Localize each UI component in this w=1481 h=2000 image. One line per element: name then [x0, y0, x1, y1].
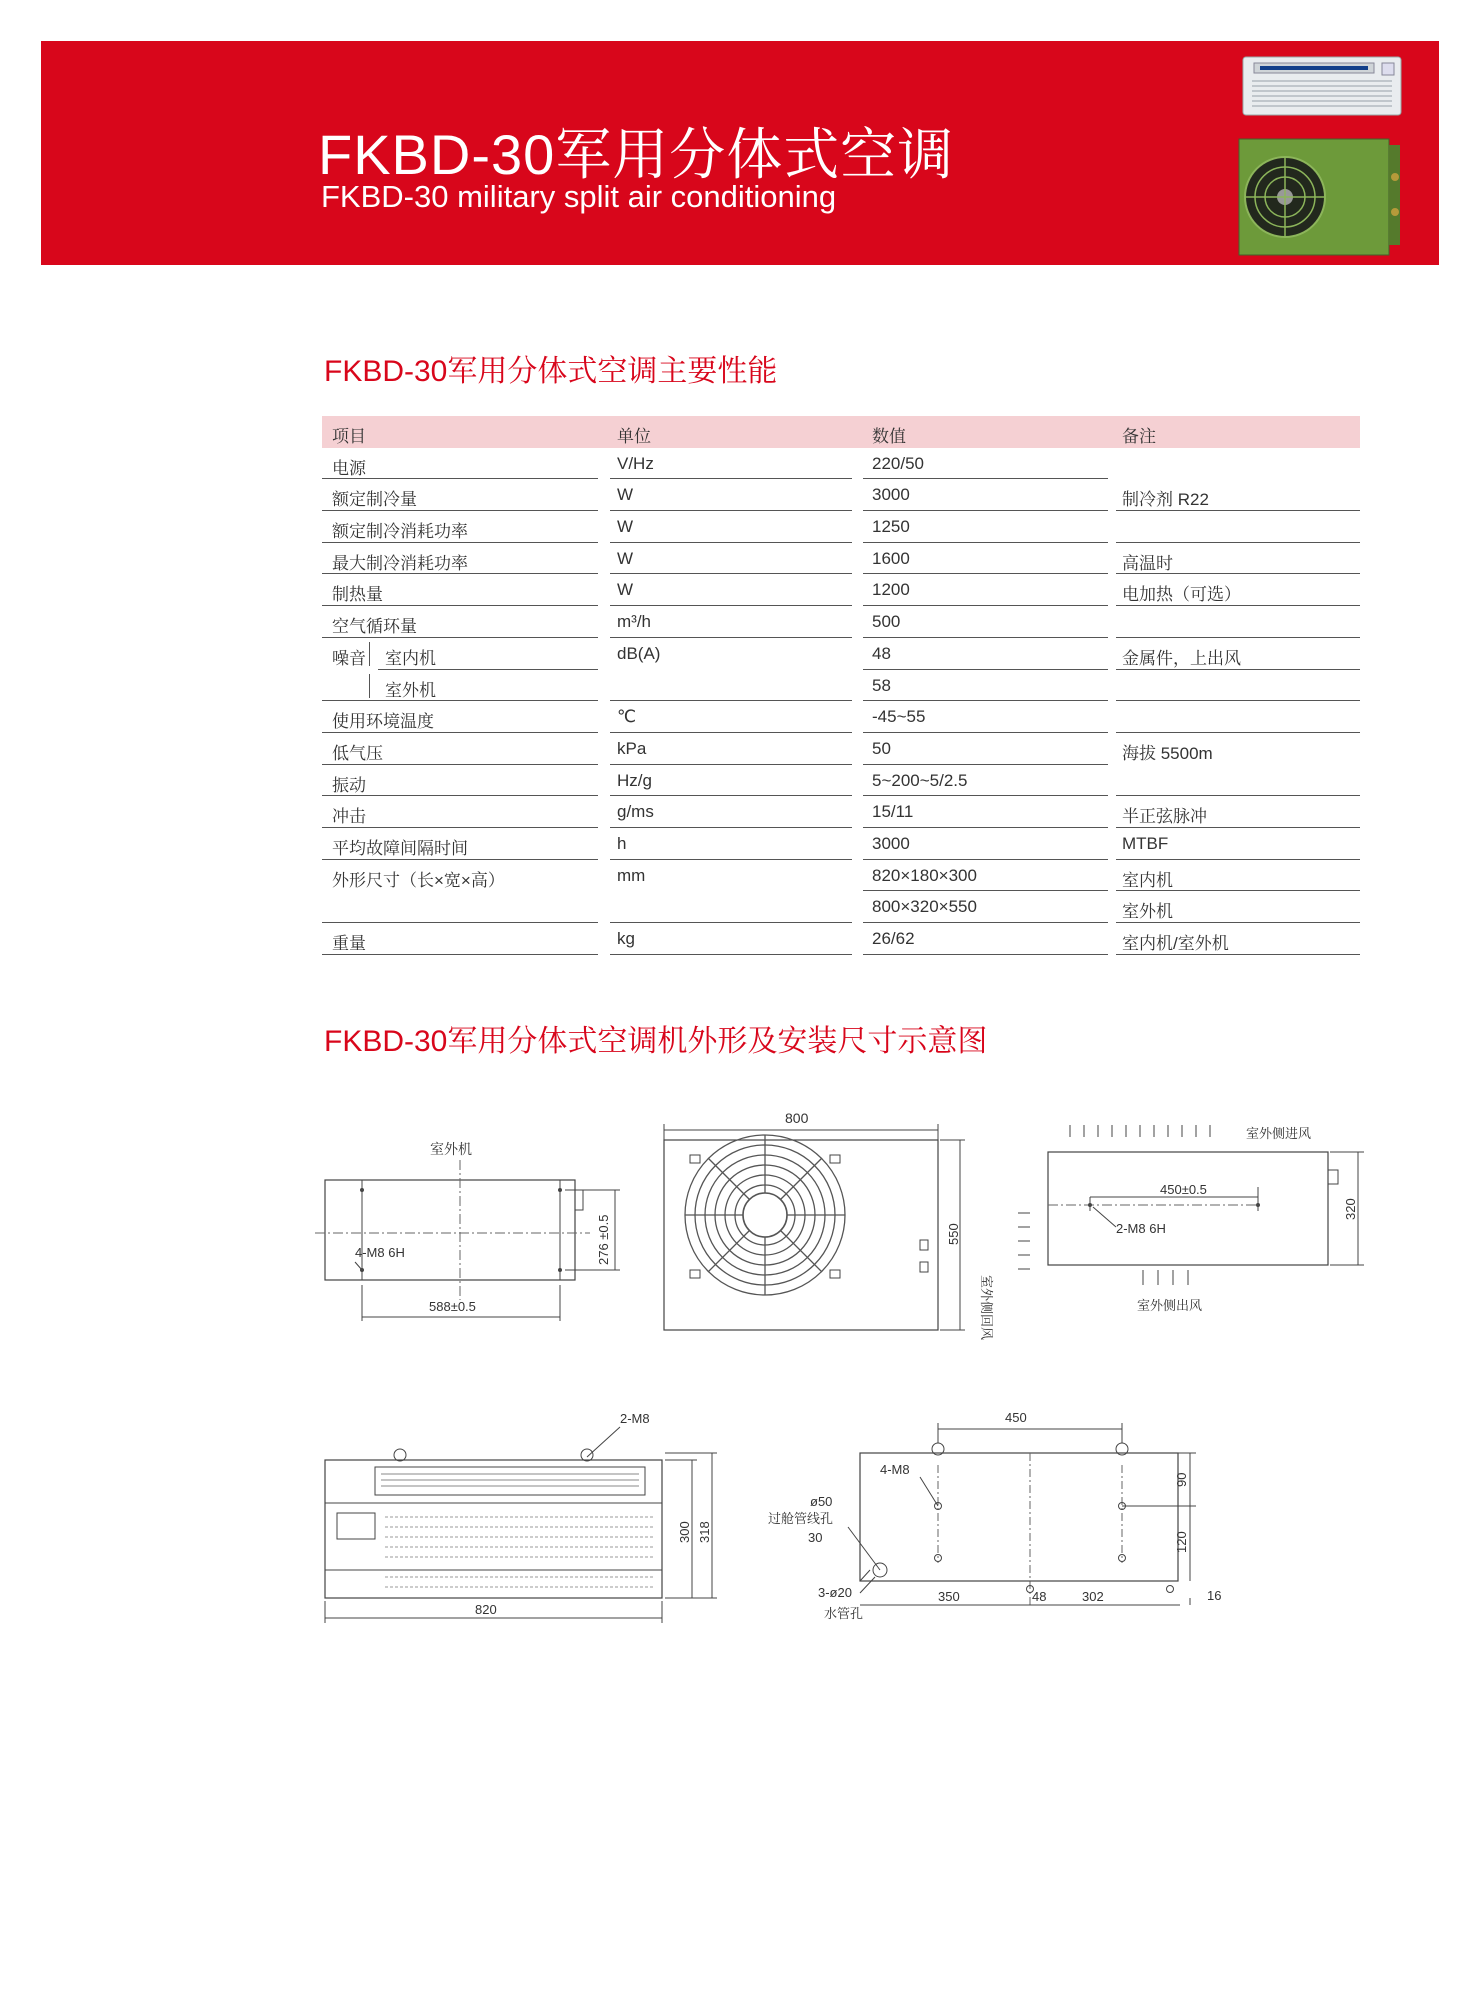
cell-unit: Hz/g [617, 770, 652, 790]
table-row [322, 701, 1360, 733]
dim-320: 320 [1343, 1198, 1358, 1220]
table-row [322, 479, 1360, 511]
return-air-label: 室外侧回风 [979, 1275, 994, 1341]
table-row [322, 765, 1360, 797]
dim-90: 90 [1174, 1472, 1189, 1487]
cell-unit: dB(A) [617, 643, 661, 663]
cell-value: 48 [872, 643, 891, 663]
cell-unit: h [617, 833, 627, 853]
cell-unit: kg [617, 929, 635, 948]
cell-item: 额定制冷量 [332, 490, 417, 510]
dim-300: 300 [677, 1521, 692, 1543]
cell-unit: W [617, 580, 634, 600]
cell-unit: mm [617, 865, 646, 885]
cell-note: 室外机 [1122, 902, 1173, 922]
dim-302: 302 [1082, 1589, 1104, 1604]
header-value: 数值 [872, 427, 906, 446]
dim-height: 276 ±0.5 [596, 1214, 611, 1265]
outlet-label: 室外侧出风 [1137, 1298, 1203, 1313]
dim-318: 318 [697, 1521, 712, 1543]
dim-120: 120 [1174, 1531, 1189, 1553]
dim-800: 800 [785, 1110, 809, 1126]
table-row [322, 448, 1360, 480]
pipe-dia: 3-ø20 [818, 1585, 852, 1600]
table-row [322, 860, 1360, 892]
cell-note: 室内机/室外机 [1122, 934, 1229, 953]
cell-item: 振动 [332, 775, 366, 795]
cable-dia: ø50 [810, 1494, 833, 1509]
cell-item: 空气循环量 [332, 617, 417, 637]
dim-450: 450±0.5 [1160, 1182, 1207, 1197]
hole-4m8: 4-M8 [880, 1462, 910, 1477]
header-unit: 单位 [617, 427, 651, 446]
cell-item: 制热量 [332, 585, 383, 605]
cell-subitem: 室内机 [385, 648, 436, 668]
cell-item: 噪音 [332, 648, 366, 668]
cell-item: 外形尺寸（长×宽×高） [332, 870, 505, 890]
table-row [322, 733, 1360, 765]
cell-value: 500 [872, 612, 901, 632]
table-row [322, 606, 1360, 638]
table-row [322, 638, 1360, 670]
dim-550: 550 [946, 1223, 961, 1245]
table-row [322, 574, 1360, 606]
cell-note: 电加热（可选） [1122, 585, 1241, 605]
table-row [322, 796, 1360, 828]
cell-item: 平均故障间隔时间 [332, 838, 468, 858]
cell-value: 1200 [872, 580, 910, 600]
hole-label: 4-M8 6H [355, 1245, 405, 1260]
cell-value: 15/11 [872, 802, 914, 822]
cell-value: 800×320×550 [872, 897, 977, 917]
dim-width: 588±0.5 [429, 1299, 476, 1314]
indoor-front-diagram [315, 1405, 735, 1625]
cell-value: 220/50 [872, 453, 924, 473]
cell-unit: g/ms [617, 802, 654, 822]
cell-value: 3000 [872, 485, 910, 505]
outdoor-front-diagram [660, 1110, 994, 1360]
cell-note: MTBF [1122, 833, 1169, 853]
cell-note: 海拔 5500m [1122, 743, 1213, 763]
cell-unit: m³/h [617, 612, 651, 632]
cell-value: 26/62 [872, 929, 915, 948]
hole-2m8: 2-M8 6H [1116, 1221, 1166, 1236]
header-banner [41, 41, 1439, 265]
cell-value: 1600 [872, 548, 910, 568]
table-row [322, 543, 1360, 575]
spec-heading: FKBD-30军用分体式空调主要性能 [324, 355, 778, 388]
cell-unit: ℃ [617, 707, 637, 727]
hole-2m8-indoor: 2-M8 [620, 1411, 650, 1426]
cell-item: 电源 [332, 458, 366, 478]
cell-value: -45~55 [872, 707, 926, 727]
dim-350: 350 [938, 1589, 960, 1604]
table-row [322, 511, 1360, 543]
dim-820: 820 [475, 1602, 497, 1617]
dim-48: 48 [1032, 1589, 1047, 1604]
spec-table [322, 416, 1360, 955]
cell-value: 58 [872, 675, 891, 695]
header-item: 项目 [332, 427, 366, 446]
outdoor-unit-image [1237, 137, 1402, 257]
table-row [322, 923, 1360, 955]
cell-unit: kPa [617, 738, 647, 758]
outdoor-label: 室外机 [430, 1141, 472, 1157]
cell-value: 5~200~5/2.5 [872, 770, 968, 790]
cell-note: 室内机 [1122, 870, 1173, 890]
page-subtitle: FKBD-30 military split air conditioning [321, 179, 837, 214]
cell-unit: W [617, 485, 634, 505]
table-row [322, 891, 1360, 923]
dims-heading: FKBD-30军用分体式空调机外形及安装尺寸示意图 [324, 1025, 988, 1058]
cell-note: 高温时 [1122, 553, 1173, 573]
cell-unit: W [617, 548, 634, 568]
cell-item: 额定制冷消耗功率 [332, 522, 468, 542]
indoor-unit-image [1242, 55, 1402, 117]
pipe-label: 水管孔 [824, 1606, 864, 1621]
cell-item: 低气压 [332, 743, 383, 763]
cell-item: 重量 [332, 934, 366, 953]
dim-16: 16 [1207, 1588, 1222, 1603]
outdoor-bottom-diagram [315, 1135, 635, 1330]
dim-30: 30 [808, 1530, 823, 1545]
indoor-back-diagram [760, 1405, 1240, 1630]
outdoor-top-diagram [1008, 1115, 1373, 1320]
table-header-row [322, 416, 1360, 448]
cell-unit: V/Hz [617, 453, 654, 473]
cell-subitem: 室外机 [385, 680, 436, 700]
inlet-label: 室外侧进风 [1246, 1126, 1312, 1141]
cell-value: 3000 [872, 833, 910, 853]
cell-item: 最大制冷消耗功率 [332, 553, 468, 573]
cell-value: 50 [872, 738, 891, 758]
table-row [322, 828, 1360, 860]
cell-value: 1250 [872, 517, 910, 537]
page-title: FKBD-30军用分体式空调 [318, 123, 955, 186]
cell-note: 金属件，上出风 [1122, 648, 1241, 668]
cell-note: 制冷剂 R22 [1122, 490, 1209, 510]
table-row [322, 670, 1360, 702]
cell-value: 820×180×300 [872, 865, 977, 885]
cable-label: 过舱管线孔 [768, 1511, 834, 1526]
cell-note: 半正弦脉冲 [1122, 807, 1207, 827]
cell-item: 冲击 [332, 807, 366, 827]
cell-unit: W [617, 517, 634, 537]
cell-item: 使用环境温度 [332, 712, 434, 732]
dim-450-top: 450 [1005, 1410, 1027, 1425]
header-note: 备注 [1122, 427, 1156, 446]
